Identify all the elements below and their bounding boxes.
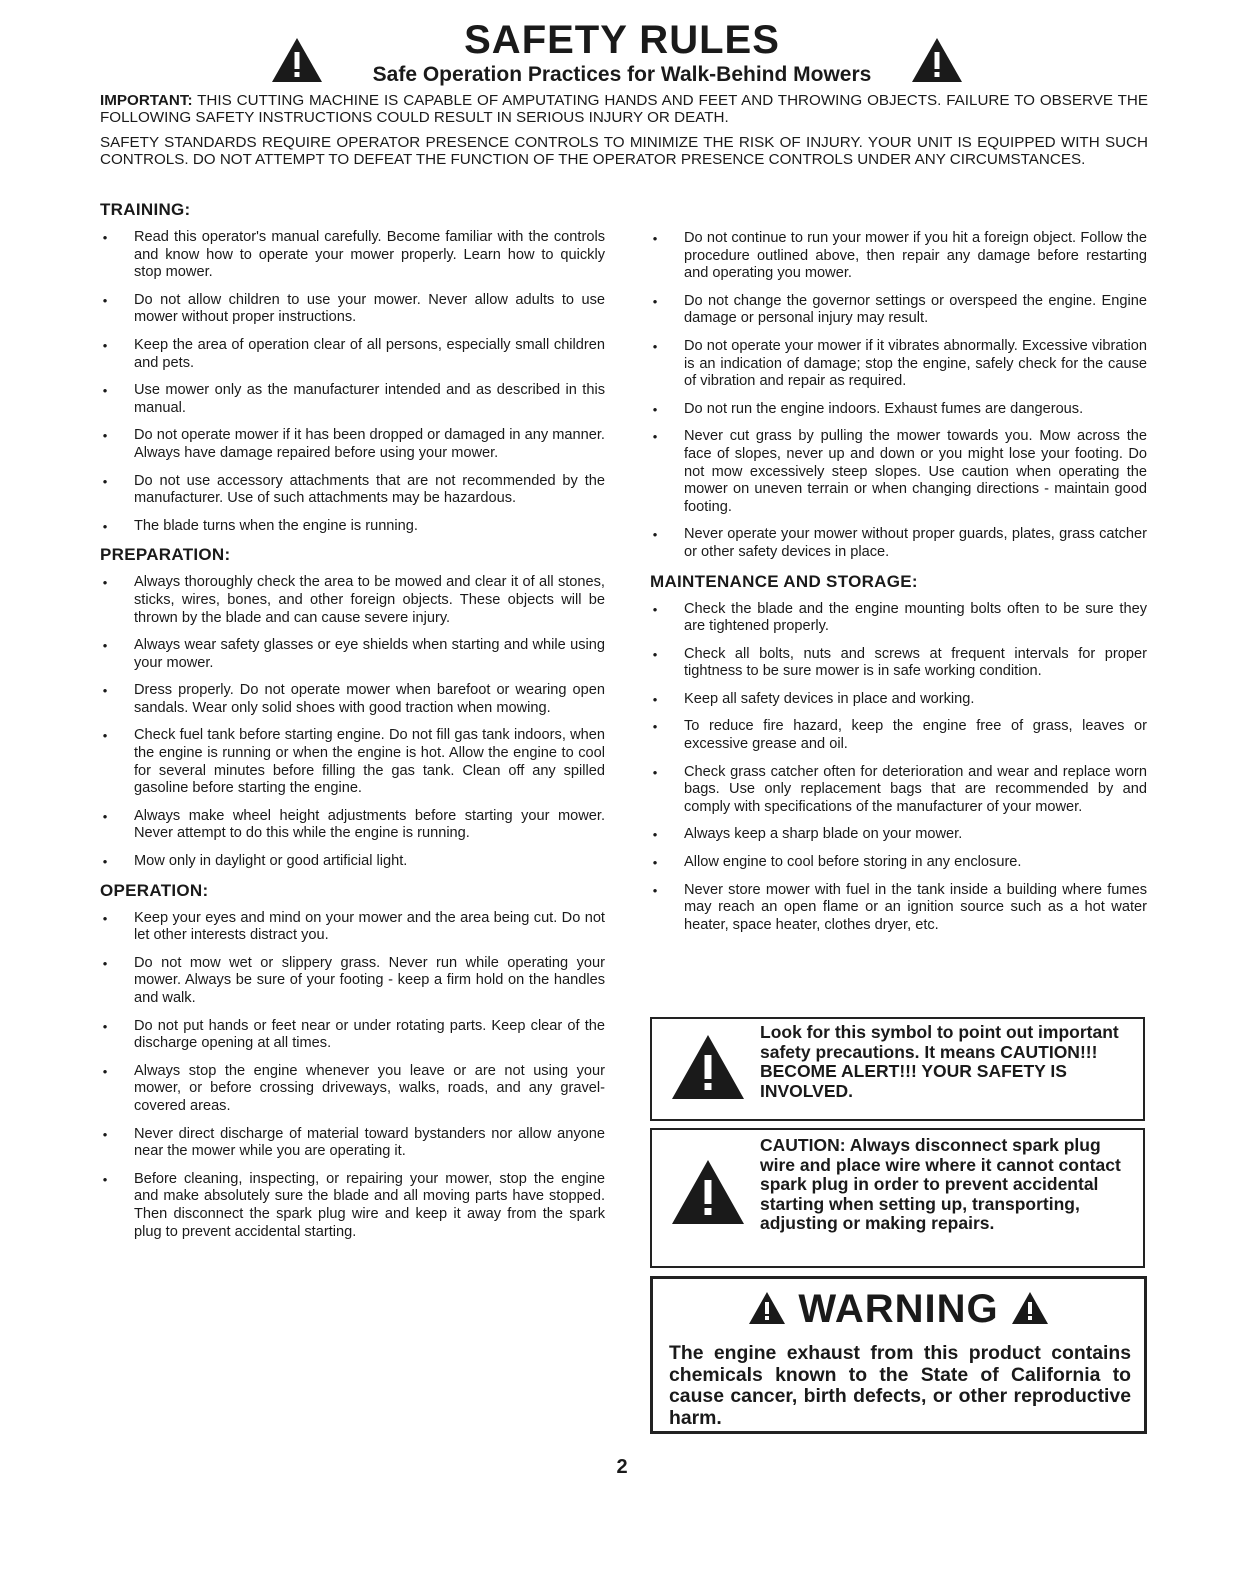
bullet-icon: •: [652, 764, 658, 780]
standards-notice: [100, 134, 1148, 168]
bullet-icon: •: [652, 401, 658, 417]
bullet-icon: •: [102, 428, 108, 444]
rule-text: The blade turns when the engine is running.: [134, 517, 418, 534]
rule-text: Dress properly. Do not operate mower when barefoot or wearing open sandals. Wear only solid shoes with good traction when mowing.: [134, 682, 605, 716]
section-title-operation: OPERATION:: [100, 880, 209, 900]
warning-text: The engine exhaust from this product contains chemicals known to the State of California to cause cancer, birth defects, or other reproductive harm.: [669, 1342, 1131, 1429]
bullet-icon: •: [102, 808, 108, 824]
rule-text: Always stop the engine whenever you leave or are not using your mower, or before crossing driveways, walks, roads, and any gravel-covered areas.: [134, 1062, 605, 1114]
rule-item: [100, 382, 605, 417]
rule-text: Check all bolts, nuts and screws at frequent intervals for proper tightness to be sure mower is in safe working condition.: [684, 645, 1147, 680]
bullet-icon: •: [652, 882, 658, 898]
bullet-icon: •: [652, 231, 658, 246]
rule-item: [100, 473, 605, 508]
rule-item: [100, 682, 605, 717]
rule-item: [100, 1063, 605, 1116]
rule-text: Read this operator's manual carefully. Become familiar with the controls and know how to operate your mower properly. Learn how to quickly stop mower.: [134, 229, 605, 281]
bullet-icon: •: [652, 691, 658, 707]
bullet-icon: •: [102, 728, 108, 744]
bullet-icon: •: [652, 719, 658, 735]
bullet-icon: •: [652, 293, 658, 309]
rule-item: [650, 293, 1147, 328]
rule-text: Do not use accessory attachments that are not recommended by the manufacturer. Use of such attachments may be hazardous.: [134, 472, 605, 507]
bullet-icon: •: [102, 683, 108, 699]
rule-item: [100, 1018, 605, 1053]
operation-continued-list: [650, 230, 1147, 562]
rule-item: [100, 337, 605, 372]
rule-text: Check fuel tank before starting engine. Do not fill gas tank indoors, when the engine is running or when the engine is hot. Allow the engine to cool for several minutes before filling the gas tank. Clean off any spilled gasoline before starting the engine.: [134, 727, 605, 797]
bullet-icon: •: [102, 337, 108, 353]
rule-text: Use mower only as the manufacturer intended and as described in this manual.: [134, 382, 605, 416]
rule-text: Do not continue to run your mower if you hit a foreign object. Follow the procedure outlined above, then repair any damage before restarting and operating you mower.: [684, 230, 1147, 282]
bullet-icon: •: [102, 230, 108, 245]
rule-item: [650, 526, 1147, 561]
rule-item: [650, 401, 1147, 419]
rule-text: Never operate your mower without proper guards, plates, grass catcher or other safety devices in place.: [684, 526, 1147, 560]
left-column: [100, 200, 605, 1251]
standards-text: SAFETY STANDARDS REQUIRE OPERATOR PRESENCE CONTROLS TO MINIMIZE THE RISK OF INJURY. YOUR UNIT IS EQUIPPED WITH SUCH CONTROLS. DO NOT ATTEMPT TO DEFEAT THE FUNCTION OF THE OPERATOR PRESENCE CONTROLS UNDER ANY CIRCUMSTANCES.: [100, 134, 1148, 168]
maintenance-list: [650, 601, 1147, 935]
rule-item: [650, 764, 1147, 817]
important-text: THIS CUTTING MACHINE IS CAPABLE OF AMPUTATING HANDS AND FEET AND THROWING OBJECTS. FAILURE TO OBSERVE THE FOLLOWING SAFETY INSTRUCTIONS COULD RESULT IN SERIOUS INJURY OR DEATH.: [100, 92, 1148, 126]
rule-text: Do not mow wet or slippery grass. Never run while operating your mower. Always be sure of your footing - keep a firm hold on the handles and walk.: [134, 954, 605, 1006]
rule-text: Keep the area of operation clear of all persons, especially small children and pets.: [134, 336, 605, 371]
symbol-callout-box: [650, 1017, 1145, 1121]
section-title-maintenance: MAINTENANCE AND STORAGE:: [650, 571, 918, 591]
rule-text: Do not allow children to use your mower. Never allow adults to use mower without proper instructions.: [134, 291, 605, 326]
rule-item: [100, 574, 605, 627]
rule-item: [650, 854, 1147, 872]
bullet-icon: •: [102, 910, 108, 926]
important-label: IMPORTANT:: [100, 92, 193, 109]
warning-heading: [653, 1287, 1144, 1331]
rule-text: Keep your eyes and mind on your mower and the area being cut. Do not let other interests distract you.: [134, 909, 605, 944]
bullet-icon: •: [102, 292, 108, 308]
caution-callout-box: [650, 1128, 1145, 1268]
section-title-training: TRAINING:: [100, 200, 191, 219]
rule-item: [650, 601, 1147, 636]
warning-title: WARNING: [798, 1287, 999, 1331]
section-title-preparation: PREPARATION:: [100, 545, 231, 565]
page-subtitle: Safe Operation Practices for Walk-Behind Mowers: [372, 63, 872, 86]
rule-item: [100, 1126, 605, 1161]
operation-list: [100, 910, 605, 1242]
rule-text: Always keep a sharp blade on your mower.: [684, 826, 963, 843]
bullet-icon: •: [102, 854, 108, 870]
bullet-icon: •: [102, 383, 108, 399]
warning-triangle-icon: [670, 1033, 746, 1106]
rule-item: [650, 230, 1147, 283]
bullet-icon: •: [102, 473, 108, 489]
rule-text: Before cleaning, inspecting, or repairing your mower, stop the engine and make absolutely sure the blade and all moving parts have stopped. Then disconnect the spark plug wire and keep it away from the spark plug to prevent accidental starting.: [134, 1170, 605, 1240]
bullet-icon: •: [102, 1018, 108, 1034]
rule-item: [650, 646, 1147, 681]
rule-text: Keep all safety devices in place and working.: [684, 690, 975, 707]
training-list: [100, 229, 605, 535]
rule-text: Do not change the governor settings or overspeed the engine. Engine damage or personal injury may result.: [684, 292, 1147, 327]
rule-item: [100, 808, 605, 843]
rule-text: Do not put hands or feet near or under rotating parts. Keep clear of the discharge opening at all times.: [134, 1017, 605, 1052]
bullet-icon: •: [652, 646, 658, 662]
bullet-icon: •: [102, 518, 108, 534]
right-column: [650, 230, 1147, 944]
rule-text: Never cut grass by pulling the mower towards you. Mow across the face of slopes, never up and down or you might lose your footing. Do not mow excessively steep slopes. Use caution when operating the mower on uneven terrain or when changing directions - maintain good footing.: [684, 428, 1147, 515]
rule-item: [100, 637, 605, 672]
bullet-icon: •: [652, 527, 658, 543]
rule-item: [100, 518, 605, 536]
bullet-icon: •: [652, 601, 658, 617]
rule-text: Never direct discharge of material toward bystanders nor allow anyone near the mower while you are operating it.: [134, 1125, 605, 1160]
rule-text: Do not run the engine indoors. Exhaust fumes are dangerous.: [684, 400, 1084, 417]
rule-item: [100, 727, 605, 797]
rule-item: [100, 955, 605, 1008]
rule-text: Never store mower with fuel in the tank inside a building where fumes may reach an open flame or an ignition source such as a hot water heater, space heater, clothes dryer, etc.: [684, 881, 1147, 933]
bullet-icon: •: [652, 429, 658, 445]
rule-item: [650, 718, 1147, 753]
rule-item: [100, 229, 605, 282]
bullet-icon: •: [652, 338, 658, 354]
important-notice: [100, 92, 1148, 126]
bullet-icon: •: [102, 1063, 108, 1079]
bullet-icon: •: [102, 575, 108, 591]
warning-callout-box: [650, 1276, 1147, 1434]
rule-text: To reduce fire hazard, keep the engine free of grass, leaves or excessive grease and oil.: [684, 718, 1147, 753]
rule-item: [100, 910, 605, 945]
preparation-list: [100, 574, 605, 870]
warning-triangle-icon: [670, 1158, 746, 1231]
rule-text: Do not operate your mower if it vibrates abnormally. Excessive vibration is an indication of damage; stop the engine, safely check for the cause of vibration and repair as required.: [684, 337, 1147, 390]
rule-item: [100, 292, 605, 327]
warning-triangle-icon: [748, 1287, 798, 1331]
rule-text: Always wear safety glasses or eye shields when starting and while using your mower.: [134, 637, 605, 671]
rule-item: [100, 1171, 605, 1241]
rule-item: [650, 882, 1147, 935]
page-title: SAFETY RULES: [464, 18, 780, 62]
rule-item: [650, 826, 1147, 844]
bullet-icon: •: [102, 955, 108, 971]
rule-item: [650, 338, 1147, 391]
bullet-icon: •: [102, 638, 108, 654]
rule-text: Check the blade and the engine mounting bolts often to be sure they are tightened properly.: [684, 600, 1147, 635]
rule-item: [100, 853, 605, 871]
bullet-icon: •: [652, 855, 658, 871]
rule-text: Always make wheel height adjustments before starting your mower. Never attempt to do this while the engine is running.: [134, 807, 605, 842]
rule-text: Allow engine to cool before storing in any enclosure.: [684, 854, 1022, 871]
rule-item: [100, 427, 605, 462]
rule-item: [650, 691, 1147, 709]
rule-text: Always thoroughly check the area to be mowed and clear it of all stones, sticks, wires, bones, and other foreign objects. These objects will be thrown by the blade and can cause severe injury.: [134, 574, 605, 626]
rule-item: [650, 428, 1147, 516]
symbol-note-text: Look for this symbol to point out important safety precautions. It means CAUTION!!! BECOME ALERT!!! YOUR SAFETY IS INVOLVED.: [760, 1022, 1119, 1101]
caution-note-text: CAUTION: Always disconnect spark plug wire and place wire where it cannot contact spark plug in order to prevent accidental starting when setting up, transporting, adjusting or making repairs.: [760, 1135, 1121, 1234]
rule-text: Mow only in daylight or good artificial light.: [134, 853, 408, 870]
warning-triangle-icon: [1011, 1287, 1049, 1331]
bullet-icon: •: [102, 1126, 108, 1142]
rule-text: Do not operate mower if it has been dropped or damaged in any manner. Always have damage repaired before using your mower.: [134, 427, 605, 461]
bullet-icon: •: [652, 827, 658, 843]
page-number: 2: [616, 1456, 628, 1478]
bullet-icon: •: [102, 1171, 108, 1187]
rule-text: Check grass catcher often for deterioration and wear and replace worn bags. Use only replacement bags that are recommended by and comply with specifications of the manufacturer of your mower.: [684, 763, 1147, 815]
